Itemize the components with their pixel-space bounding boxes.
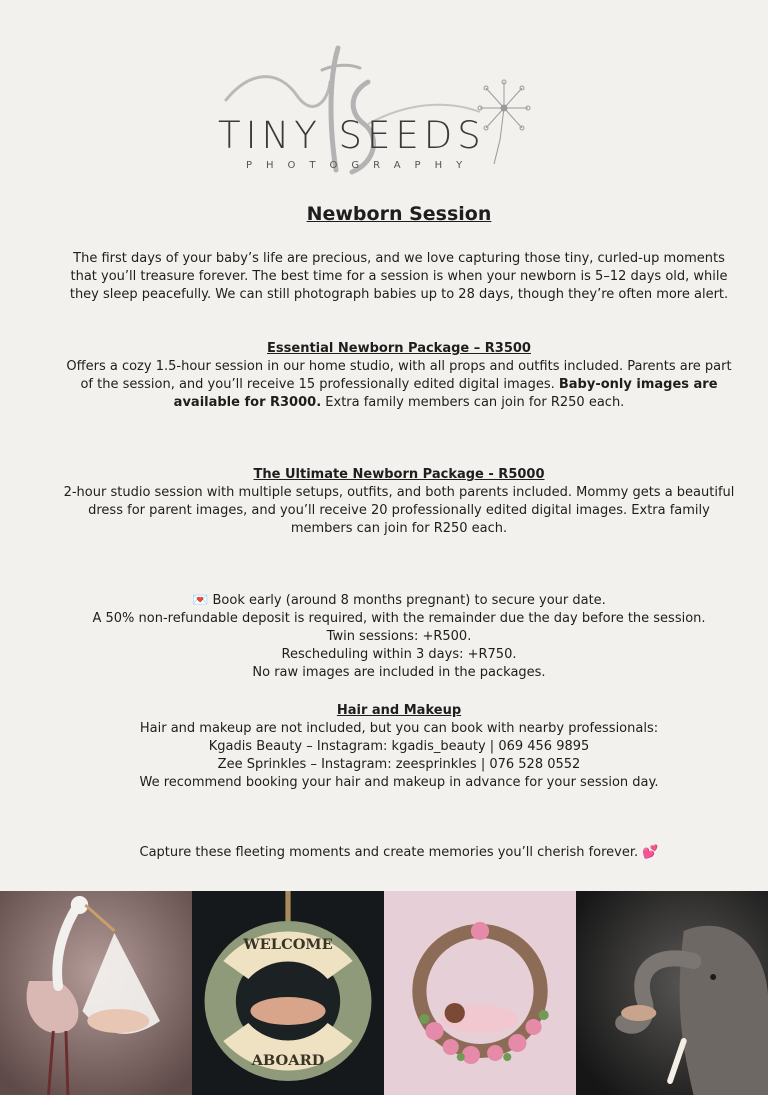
closing-text: Capture these fleeting moments and create memories you’ll cherish forever. xyxy=(139,845,639,860)
twin-line: Twin sessions: +R500. xyxy=(326,629,472,644)
stork-photo xyxy=(0,891,192,1095)
essential-bold-text: Baby-only images are available for R3000. xyxy=(173,377,718,410)
elephant-photo xyxy=(576,891,768,1095)
closing-line xyxy=(60,844,738,862)
hair-line: Hair and makeup are not included, but you can book with nearby professionals: xyxy=(139,721,659,736)
essential-text: Offers a cozy 1.5-hour session in our home studio, with all props and outfits included. Parents are part of the session, and you’ll receive 15 professionally edited digital images. xyxy=(66,359,732,392)
lifebuoy-top-text: WELCOME xyxy=(243,937,333,953)
brand-name: TINY SEEDS xyxy=(218,114,486,157)
main-content xyxy=(60,200,738,862)
ultimate-package-description: 2-hour studio session with multiple setups, outfits, and both parents included. Mommy gets a beautiful dress for parent images, and you’ll receive 20 professionally edited digital images. Extra family members can join for R250 each. xyxy=(63,485,735,536)
logo-artwork xyxy=(218,42,534,178)
flower-wreath-photo xyxy=(384,891,576,1095)
reschedule-line: Rescheduling within 3 days: +R750. xyxy=(281,647,517,662)
raw-images-line: No raw images are included in the packages. xyxy=(252,665,546,680)
envelope-heart-icon: 💌 xyxy=(192,593,209,608)
hair-makeup-heading: Hair and Makeup xyxy=(336,703,462,718)
intro-paragraph: The first days of your baby’s life are precious, and we love capturing those tiny, curled-up moments that you’ll treasure forever. The best time for a session is when your newborn is 5–12 days old, while they sleep peacefully. We can still photograph babies up to 28 days, though they’re often more alert. xyxy=(69,251,729,302)
ultimate-package-heading: The Ultimate Newborn Package - R5000 xyxy=(253,467,545,482)
zee-line: Zee Sprinkles – Instagram: zeesprinkles | 076 528 0552 xyxy=(217,757,581,772)
essential-package-heading: Essential Newborn Package – R3500 xyxy=(267,341,531,356)
booking-line-text: Book early (around 8 months pregnant) to secure your date. xyxy=(212,593,606,608)
deposit-line: A 50% non-refundable deposit is required, with the remainder due the day before the session. xyxy=(92,611,706,626)
essential-package-description xyxy=(60,358,738,412)
photo-strip xyxy=(0,891,768,1095)
brand-subtitle: PHOTOGRAPHY xyxy=(246,160,477,171)
kgadis-line: Kgadis Beauty – Instagram: kgadis_beauty | 069 456 9895 xyxy=(208,739,590,754)
booking-line xyxy=(60,592,738,610)
essential-text-after: Extra family members can join for R250 each. xyxy=(325,395,625,410)
page-title: Newborn Session xyxy=(306,203,492,225)
lifebuoy-bottom-text: ABOARD xyxy=(251,1053,325,1069)
two-hearts-icon: 💕 xyxy=(642,845,659,860)
recommend-line: We recommend booking your hair and makeup in advance for your session day. xyxy=(139,775,659,790)
lifebuoy-photo xyxy=(192,891,384,1095)
brand-logo xyxy=(218,42,534,178)
